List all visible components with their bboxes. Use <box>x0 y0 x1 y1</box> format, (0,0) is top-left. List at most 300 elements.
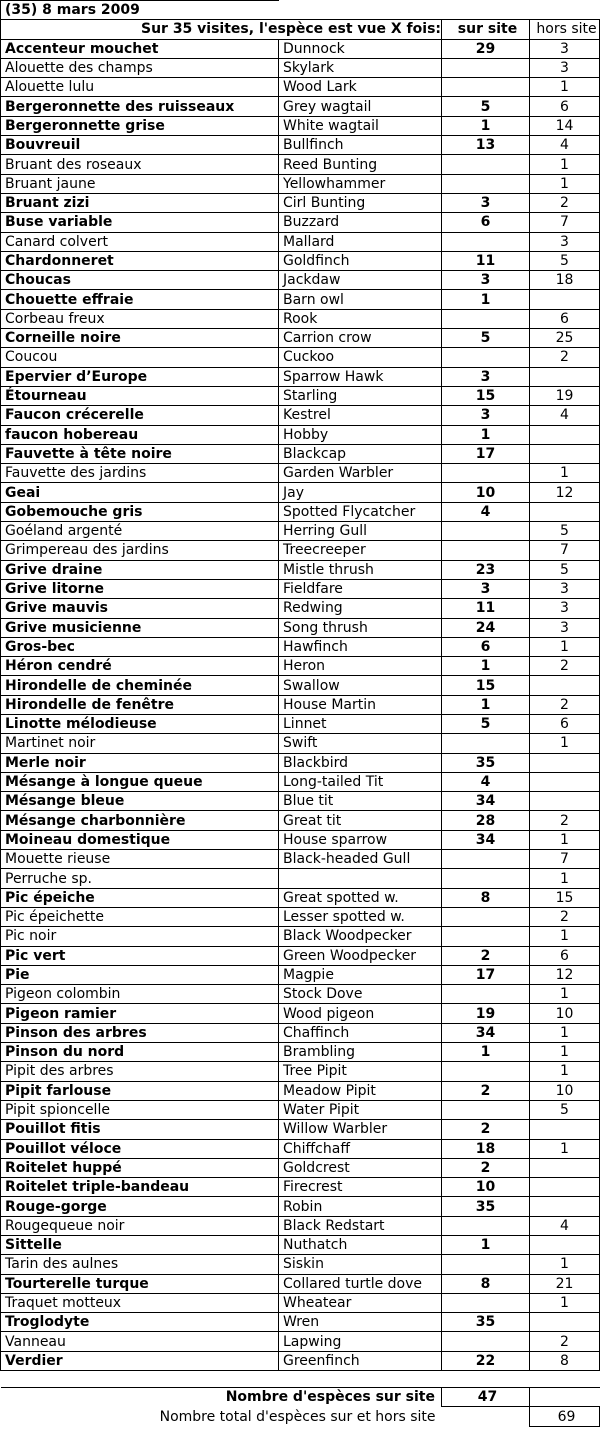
sur-site-count <box>442 1255 530 1274</box>
sur-site-count: 34 <box>442 1023 530 1042</box>
table-row <box>1 58 600 77</box>
hors-site-count <box>530 502 600 521</box>
species-name-en: Lapwing <box>279 1332 442 1351</box>
table-row <box>1 1197 600 1216</box>
hors-site-count: 6 <box>530 309 600 328</box>
summary-total <box>1 1407 600 1426</box>
species-name-fr: Pouillot fitis <box>1 1120 279 1139</box>
hors-site-count: 1 <box>530 1062 600 1081</box>
sur-site-count: 15 <box>442 676 530 695</box>
species-name-fr: Gros-bec <box>1 637 279 656</box>
species-name-en: Spotted Flycatcher <box>279 502 442 521</box>
hors-site-count: 2 <box>530 907 600 926</box>
sur-site-count: 1 <box>442 1043 530 1062</box>
sur-site-count: 3 <box>442 579 530 598</box>
sur-site-count: 3 <box>442 271 530 290</box>
species-name-fr: Sittelle <box>1 1236 279 1255</box>
table-row <box>1 1139 600 1158</box>
table-row <box>1 1332 600 1351</box>
sur-site-count: 22 <box>442 1351 530 1370</box>
hors-site-count <box>530 1197 600 1216</box>
species-name-en: Garden Warbler <box>279 464 442 483</box>
species-name-en: Jay <box>279 483 442 502</box>
hors-site-count: 3 <box>530 232 600 251</box>
species-name-fr: Grive draine <box>1 560 279 579</box>
species-name-en: Great tit <box>279 811 442 830</box>
header-hors-site: hors site <box>530 20 600 39</box>
table-row <box>1 329 600 348</box>
table-row <box>1 695 600 714</box>
species-name-en: Willow Warbler <box>279 1120 442 1139</box>
sur-site-count <box>442 734 530 753</box>
header-sur-site: sur site <box>442 20 530 39</box>
table-row <box>1 309 600 328</box>
table-row <box>1 97 600 116</box>
sur-site-count <box>442 907 530 926</box>
species-name-en: Hawfinch <box>279 637 442 656</box>
table-row <box>1 425 600 444</box>
sur-site-count: 11 <box>442 251 530 270</box>
species-name-fr: Bruant zizi <box>1 193 279 212</box>
species-name-en: Skylark <box>279 58 442 77</box>
species-name-fr: Perruche sp. <box>1 869 279 888</box>
sur-site-count <box>442 869 530 888</box>
table-row <box>1 1004 600 1023</box>
species-name-fr: Alouette lulu <box>1 78 279 97</box>
table-row <box>1 1100 600 1119</box>
hors-site-count: 2 <box>530 1332 600 1351</box>
table-row <box>1 232 600 251</box>
species-name-en: Barn owl <box>279 290 442 309</box>
hors-site-count <box>530 1158 600 1177</box>
species-name-en: Hobby <box>279 425 442 444</box>
table-row <box>1 792 600 811</box>
title-row <box>1 1 600 20</box>
species-name-en: Linnet <box>279 714 442 733</box>
hors-site-count: 2 <box>530 657 600 676</box>
species-name-fr: faucon hobereau <box>1 425 279 444</box>
sur-site-count: 5 <box>442 714 530 733</box>
hors-site-count: 2 <box>530 811 600 830</box>
table-row <box>1 1043 600 1062</box>
species-name-fr: Accenteur mouchet <box>1 39 279 58</box>
sur-site-count <box>442 348 530 367</box>
species-name-fr: Chardonneret <box>1 251 279 270</box>
species-name-fr: Mésange bleue <box>1 792 279 811</box>
species-name-fr: Geai <box>1 483 279 502</box>
species-name-en: Chiffchaff <box>279 1139 442 1158</box>
hors-site-count <box>530 290 600 309</box>
table-row <box>1 1313 600 1332</box>
species-name-fr: Pic vert <box>1 946 279 965</box>
table-row <box>1 367 600 386</box>
species-name-en: Water Pipit <box>279 1100 442 1119</box>
summary-site-value: 47 <box>442 1388 530 1407</box>
hors-site-count: 10 <box>530 1081 600 1100</box>
hors-site-count: 1 <box>530 1043 600 1062</box>
sur-site-count <box>442 1332 530 1351</box>
species-name-fr: Pigeon colombin <box>1 985 279 1004</box>
species-name-en: Treecreeper <box>279 541 442 560</box>
species-name-en: Jackdaw <box>279 271 442 290</box>
sur-site-count: 18 <box>442 1139 530 1158</box>
hors-site-count: 14 <box>530 116 600 135</box>
species-name-en: Wheatear <box>279 1293 442 1312</box>
hors-site-count: 5 <box>530 560 600 579</box>
species-name-en: Collared turtle dove <box>279 1274 442 1293</box>
hors-site-count: 3 <box>530 58 600 77</box>
sur-site-count: 1 <box>442 116 530 135</box>
species-name-fr: Pie <box>1 965 279 984</box>
hors-site-count <box>530 676 600 695</box>
species-name-fr: Pic noir <box>1 927 279 946</box>
table-row <box>1 271 600 290</box>
hors-site-count: 15 <box>530 888 600 907</box>
table-row <box>1 888 600 907</box>
sur-site-count: 35 <box>442 753 530 772</box>
species-name-en: Lesser spotted w. <box>279 907 442 926</box>
hors-site-count: 1 <box>530 1139 600 1158</box>
table-row <box>1 753 600 772</box>
species-name-en: Rook <box>279 309 442 328</box>
species-name-en: Black Woodpecker <box>279 927 442 946</box>
species-name-fr: Grive mauvis <box>1 599 279 618</box>
table-row <box>1 251 600 270</box>
hors-site-count: 4 <box>530 136 600 155</box>
species-name-fr: Tourterelle turque <box>1 1274 279 1293</box>
sur-site-count: 1 <box>442 290 530 309</box>
sur-site-count: 3 <box>442 406 530 425</box>
species-name-fr: Roitelet huppé <box>1 1158 279 1177</box>
hors-site-count: 1 <box>530 637 600 656</box>
sur-site-count <box>442 1216 530 1235</box>
hors-site-count <box>530 753 600 772</box>
species-name-en: Green Woodpecker <box>279 946 442 965</box>
hors-site-count: 5 <box>530 522 600 541</box>
species-name-fr: Pinson des arbres <box>1 1023 279 1042</box>
summary-total-label: Nombre total d'espèces sur et hors site <box>159 1408 436 1425</box>
species-name-fr: Canard colvert <box>1 232 279 251</box>
sur-site-count <box>442 522 530 541</box>
species-name-fr: Roitelet triple-bandeau <box>1 1178 279 1197</box>
hors-site-count: 1 <box>530 174 600 193</box>
table-row <box>1 1351 600 1370</box>
hors-site-count: 1 <box>530 1255 600 1274</box>
species-name-fr: Bouvreuil <box>1 136 279 155</box>
table-row <box>1 39 600 58</box>
hors-site-count: 1 <box>530 985 600 1004</box>
hors-site-count: 1 <box>530 78 600 97</box>
species-name-en: Meadow Pipit <box>279 1081 442 1100</box>
species-name-en: Cuckoo <box>279 348 442 367</box>
table-row <box>1 1236 600 1255</box>
species-name-en: Song thrush <box>279 618 442 637</box>
species-name-fr: Traquet motteux <box>1 1293 279 1312</box>
hors-site-count: 3 <box>530 618 600 637</box>
species-name-en: Firecrest <box>279 1178 442 1197</box>
sur-site-count: 15 <box>442 386 530 405</box>
page-title: (35) 8 mars 2009 <box>1 1 279 20</box>
table-row <box>1 927 600 946</box>
species-name-en: Sparrow Hawk <box>279 367 442 386</box>
hors-site-count: 1 <box>530 464 600 483</box>
table-row <box>1 1178 600 1197</box>
hors-site-count <box>530 1120 600 1139</box>
species-name-fr: Pouillot véloce <box>1 1139 279 1158</box>
sur-site-count: 2 <box>442 946 530 965</box>
table-row <box>1 193 600 212</box>
species-name-en: Kestrel <box>279 406 442 425</box>
spacer-row <box>1 1371 600 1388</box>
summary-site <box>1 1388 600 1407</box>
table-row <box>1 869 600 888</box>
sur-site-count <box>442 174 530 193</box>
species-name-fr: Étourneau <box>1 386 279 405</box>
sur-site-count: 10 <box>442 1178 530 1197</box>
species-name-fr: Pinson du nord <box>1 1043 279 1062</box>
species-name-fr: Faucon crécerelle <box>1 406 279 425</box>
species-name-en: Magpie <box>279 965 442 984</box>
hors-site-count <box>530 792 600 811</box>
species-name-fr: Grimpereau des jardins <box>1 541 279 560</box>
hors-site-count: 12 <box>530 965 600 984</box>
table-row <box>1 406 600 425</box>
species-name-en: Wren <box>279 1313 442 1332</box>
species-name-en: Siskin <box>279 1255 442 1274</box>
table-row <box>1 541 600 560</box>
species-table-body <box>1 1 600 1427</box>
hors-site-count: 21 <box>530 1274 600 1293</box>
species-name-en: Grey wagtail <box>279 97 442 116</box>
table-row <box>1 907 600 926</box>
species-name-fr: Pic épeichette <box>1 907 279 926</box>
hors-site-count: 3 <box>530 39 600 58</box>
hors-site-count <box>530 367 600 386</box>
sur-site-count: 1 <box>442 695 530 714</box>
species-name-en: Nuthatch <box>279 1236 442 1255</box>
sur-site-count: 6 <box>442 637 530 656</box>
sur-site-count <box>442 1100 530 1119</box>
sur-site-count <box>442 1293 530 1312</box>
species-name-fr: Mésange charbonnière <box>1 811 279 830</box>
hors-site-count: 7 <box>530 213 600 232</box>
hors-site-count <box>530 1313 600 1332</box>
table-row <box>1 1216 600 1235</box>
table-row <box>1 116 600 135</box>
species-name-fr: Alouette des champs <box>1 58 279 77</box>
species-name-en: Tree Pipit <box>279 1062 442 1081</box>
species-name-fr: Fauvette des jardins <box>1 464 279 483</box>
table-row <box>1 1255 600 1274</box>
sur-site-count: 2 <box>442 1158 530 1177</box>
sur-site-count: 24 <box>442 618 530 637</box>
hors-site-count: 2 <box>530 193 600 212</box>
species-name-fr: Coucou <box>1 348 279 367</box>
table-row <box>1 618 600 637</box>
hors-site-count: 5 <box>530 1100 600 1119</box>
hors-site-count: 1 <box>530 1023 600 1042</box>
species-name-fr: Fauvette à tête noire <box>1 444 279 463</box>
species-name-fr: Bergeronnette grise <box>1 116 279 135</box>
species-name-fr: Héron cendré <box>1 657 279 676</box>
species-name-en: Blue tit <box>279 792 442 811</box>
species-name-fr: Hirondelle de fenêtre <box>1 695 279 714</box>
sur-site-count: 17 <box>442 965 530 984</box>
table-row <box>1 676 600 695</box>
species-name-fr: Rougequeue noir <box>1 1216 279 1235</box>
sur-site-count <box>442 985 530 1004</box>
species-name-en: Redwing <box>279 599 442 618</box>
table-row <box>1 830 600 849</box>
table-row <box>1 946 600 965</box>
sur-site-count: 5 <box>442 97 530 116</box>
species-name-en: Mallard <box>279 232 442 251</box>
hors-site-count: 6 <box>530 946 600 965</box>
sur-site-count: 35 <box>442 1313 530 1332</box>
species-name-fr: Linotte mélodieuse <box>1 714 279 733</box>
sur-site-count <box>442 309 530 328</box>
table-row <box>1 464 600 483</box>
species-name-fr: Pipit des arbres <box>1 1062 279 1081</box>
species-name-fr: Buse variable <box>1 213 279 232</box>
hors-site-count: 6 <box>530 97 600 116</box>
table-row <box>1 637 600 656</box>
species-name-fr: Chouette effraie <box>1 290 279 309</box>
sur-site-count: 28 <box>442 811 530 830</box>
sur-site-count: 1 <box>442 425 530 444</box>
table-row <box>1 444 600 463</box>
species-name-fr: Pic épeiche <box>1 888 279 907</box>
hors-site-count: 7 <box>530 541 600 560</box>
species-name-en: Black-headed Gull <box>279 850 442 869</box>
species-name-en: Wood pigeon <box>279 1004 442 1023</box>
table-row <box>1 1120 600 1139</box>
header-row <box>1 20 600 39</box>
table-row <box>1 290 600 309</box>
table-row <box>1 213 600 232</box>
sur-site-count: 5 <box>442 329 530 348</box>
species-name-fr: Grive litorne <box>1 579 279 598</box>
hors-site-count: 1 <box>530 155 600 174</box>
hors-site-count: 5 <box>530 251 600 270</box>
hors-site-count: 1 <box>530 734 600 753</box>
species-name-en: House sparrow <box>279 830 442 849</box>
hors-site-count: 1 <box>530 830 600 849</box>
sur-site-count: 10 <box>442 483 530 502</box>
species-name-en: White wagtail <box>279 116 442 135</box>
species-name-en: Blackcap <box>279 444 442 463</box>
species-name-en: Robin <box>279 1197 442 1216</box>
sur-site-count: 4 <box>442 772 530 791</box>
hors-site-count: 19 <box>530 386 600 405</box>
hors-site-count: 3 <box>530 599 600 618</box>
species-name-fr: Corneille noire <box>1 329 279 348</box>
table-row <box>1 850 600 869</box>
species-name-fr: Pipit farlouse <box>1 1081 279 1100</box>
species-name-fr: Hirondelle de cheminée <box>1 676 279 695</box>
table-row <box>1 811 600 830</box>
species-name-fr: Pigeon ramier <box>1 1004 279 1023</box>
species-name-fr: Epervier d’Europe <box>1 367 279 386</box>
species-name-fr: Merle noir <box>1 753 279 772</box>
hors-site-count: 7 <box>530 850 600 869</box>
table-row <box>1 1062 600 1081</box>
sur-site-count: 8 <box>442 888 530 907</box>
hors-site-count: 1 <box>530 927 600 946</box>
hors-site-count: 2 <box>530 348 600 367</box>
hors-site-count: 3 <box>530 579 600 598</box>
hors-site-count: 12 <box>530 483 600 502</box>
table-row <box>1 657 600 676</box>
hors-site-count: 6 <box>530 714 600 733</box>
species-name-fr: Gobemouche gris <box>1 502 279 521</box>
hors-site-count: 4 <box>530 1216 600 1235</box>
table-row <box>1 155 600 174</box>
table-row <box>1 1274 600 1293</box>
sur-site-count: 4 <box>442 502 530 521</box>
species-name-fr: Goéland argenté <box>1 522 279 541</box>
species-name-fr: Vanneau <box>1 1332 279 1351</box>
table-row <box>1 734 600 753</box>
species-name-fr: Bruant jaune <box>1 174 279 193</box>
species-name-en: Fieldfare <box>279 579 442 598</box>
table-row <box>1 348 600 367</box>
species-name-fr: Pipit spioncelle <box>1 1100 279 1119</box>
hors-site-count <box>530 425 600 444</box>
sur-site-count: 34 <box>442 830 530 849</box>
species-name-en: Swift <box>279 734 442 753</box>
hors-site-count: 18 <box>530 271 600 290</box>
table-row <box>1 1081 600 1100</box>
table-row <box>1 772 600 791</box>
species-name-fr: Mouette rieuse <box>1 850 279 869</box>
table-row <box>1 1158 600 1177</box>
species-name-en <box>279 869 442 888</box>
table-row <box>1 483 600 502</box>
table-row <box>1 714 600 733</box>
table-row <box>1 136 600 155</box>
sur-site-count <box>442 464 530 483</box>
species-name-en: Herring Gull <box>279 522 442 541</box>
summary-total-value: 69 <box>530 1407 600 1426</box>
species-name-en: Goldcrest <box>279 1158 442 1177</box>
sur-site-count: 1 <box>442 657 530 676</box>
sur-site-count: 6 <box>442 213 530 232</box>
species-name-en: Great spotted w. <box>279 888 442 907</box>
sur-site-count: 19 <box>442 1004 530 1023</box>
table-row <box>1 502 600 521</box>
sur-site-count <box>442 1062 530 1081</box>
species-name-en: Reed Bunting <box>279 155 442 174</box>
species-name-fr: Choucas <box>1 271 279 290</box>
species-name-en: House Martin <box>279 695 442 714</box>
species-name-fr: Troglodyte <box>1 1313 279 1332</box>
sur-site-count <box>442 78 530 97</box>
species-name-fr: Tarin des aulnes <box>1 1255 279 1274</box>
species-name-fr: Grive musicienne <box>1 618 279 637</box>
sur-site-count: 23 <box>442 560 530 579</box>
sur-site-count <box>442 58 530 77</box>
species-name-en: Long-tailed Tit <box>279 772 442 791</box>
species-name-fr: Mésange à longue queue <box>1 772 279 791</box>
hors-site-count <box>530 444 600 463</box>
species-name-en: Bullfinch <box>279 136 442 155</box>
hors-site-count <box>530 1178 600 1197</box>
species-name-fr: Corbeau freux <box>1 309 279 328</box>
sur-site-count: 17 <box>442 444 530 463</box>
hors-site-count: 10 <box>530 1004 600 1023</box>
species-name-en: Cirl Bunting <box>279 193 442 212</box>
